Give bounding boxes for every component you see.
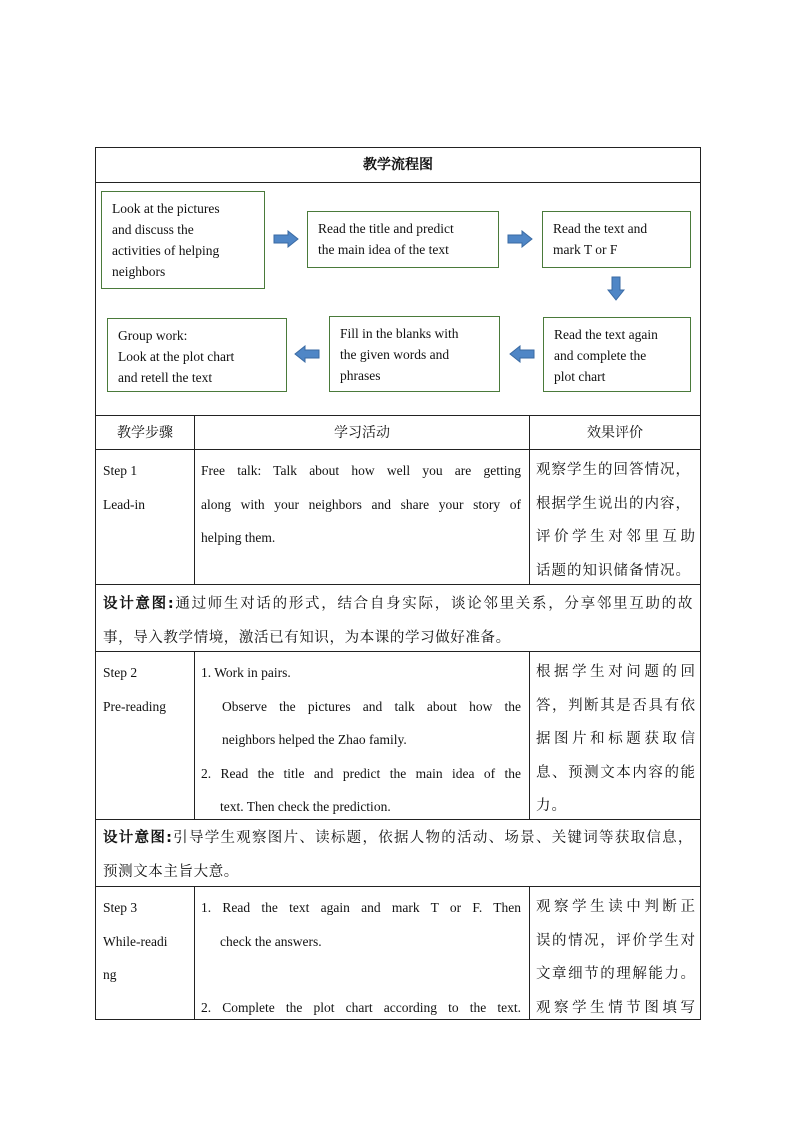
evaluation-line: 评价学生对邻里互助 (536, 529, 696, 545)
row-divider (95, 449, 701, 450)
design-intent-1 (103, 588, 693, 655)
step3-evaluation (536, 891, 696, 1025)
activity-line: 2. Complete the plot chart according to the text. (201, 1000, 521, 1015)
design-intent-text: 预测文本主旨大意。 (103, 863, 239, 880)
step-number: Step 1 (103, 463, 138, 478)
flow-box-look-discuss: Look at the pictures and discuss the activities of helping neighbors (101, 191, 265, 289)
step1-evaluation (536, 454, 696, 588)
page-title: 教学流程图 (363, 157, 433, 173)
design-intent-text: 事，导入教学情境，激活已有知识，为本课的学习做好准备。 (103, 629, 511, 646)
step1-activity (201, 454, 521, 555)
row-divider (95, 415, 701, 416)
evaluation-line: 息、预测文本内容的能 (536, 764, 696, 781)
evaluation-line: 文章细节的理解能力。 (536, 966, 696, 982)
evaluation-line: 根据学生对问题的回 (536, 664, 696, 680)
design-intent-text: 引导学生观察图片、读标题，依据人物的活动、场景、关键词等获取信息， (172, 830, 693, 846)
evaluation-line: 答，判断其是否具有依 (536, 697, 696, 714)
step2-evaluation (536, 656, 696, 824)
flow-box-read-mark: Read the text and mark T or F (542, 211, 691, 268)
design-intent-label: 设计意图: (103, 596, 175, 612)
col-divider (529, 886, 530, 1020)
evaluation-line: 话题的知识储备情况。 (536, 562, 691, 579)
table-border-top (95, 147, 701, 148)
col-divider (194, 886, 195, 1020)
activity-line: check the answers. (220, 933, 322, 949)
col-divider (529, 651, 530, 820)
evaluation-line: 观察学生情节图填写 (536, 999, 696, 1016)
activity-line: 1. Read the text again and mark T or F. Then (201, 900, 521, 915)
step2-activity (201, 656, 521, 824)
flow-box-read-complete: Read the text again and complete the plot chart (543, 317, 691, 392)
activity-line: Observe the pictures and talk about how the (222, 698, 521, 714)
activity-line: neighbors helped the Zhao family. (222, 732, 407, 747)
step-stage: Lead-in (103, 496, 145, 512)
arrow-left-icon (294, 345, 320, 363)
step-stage: While-readi (103, 933, 168, 949)
step2-name (103, 656, 191, 723)
evaluation-line: 据图片和标题获取信 (536, 731, 696, 747)
evaluation-line: 观察学生读中判断正 (536, 899, 696, 915)
flow-box-read-title: Read the title and predict the main idea of the text (307, 211, 499, 268)
evaluation-line: 误的情况，评价学生对 (536, 932, 696, 949)
arrow-left-icon (509, 345, 535, 363)
step-stage: Pre-reading (103, 698, 166, 714)
header-evaluation: 效果评价 (587, 425, 643, 441)
arrow-down-icon (607, 276, 625, 301)
step1-name (103, 454, 191, 521)
flow-box-fill-blanks: Fill in the blanks with the given words and phrases (329, 316, 500, 392)
activity-line: helping them. (201, 530, 276, 545)
activity-line: along with your neighbors and share your story of (201, 496, 521, 512)
evaluation-line: 力。 (536, 798, 567, 814)
header-steps: 教学步骤 (117, 425, 173, 441)
design-intent-text: 通过师生对话的形式，结合自身实际，谈论邻里关系，分享邻里互助的故 (174, 596, 693, 612)
step-number: Step 2 (103, 665, 138, 680)
design-intent-label: 设计意图: (103, 830, 173, 846)
step3-activity (201, 891, 521, 1025)
flow-box-group-work: Group work: Look at the plot chart and retell the text (107, 318, 287, 392)
evaluation-line: 观察学生的回答情况， (536, 462, 691, 478)
step-stage: ng (103, 967, 117, 982)
design-intent-2 (103, 822, 693, 889)
activity-line: text. Then check the prediction. (220, 799, 391, 814)
activity-line: 2. Read the title and predict the main idea of the (201, 765, 521, 781)
row-divider (95, 182, 701, 183)
step3-name (103, 891, 191, 992)
activity-line: Free talk: Talk about how well you are getting (201, 463, 521, 478)
arrow-right-icon (507, 230, 533, 248)
header-activities: 学习活动 (334, 425, 390, 441)
step-number: Step 3 (103, 900, 138, 915)
evaluation-line: 根据学生说出的内容， (536, 495, 691, 512)
col-divider (194, 651, 195, 820)
arrow-right-icon (273, 230, 299, 248)
activity-line: 1. Work in pairs. (201, 665, 291, 680)
